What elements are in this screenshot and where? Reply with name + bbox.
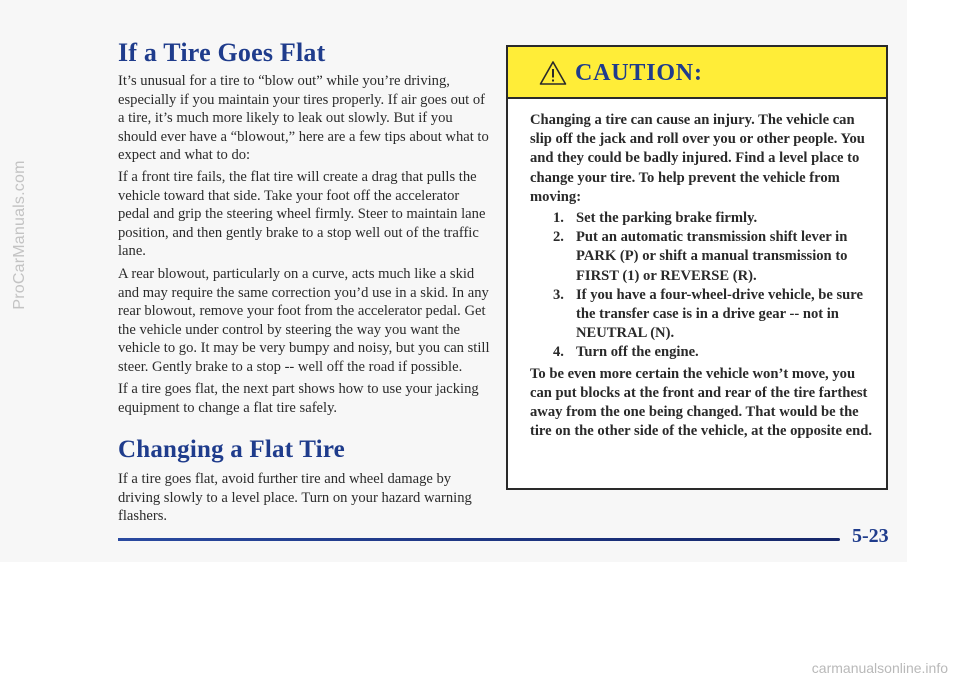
step-text: Turn off the engine. <box>576 344 699 361</box>
caution-box <box>506 45 888 490</box>
caution-steps <box>530 209 878 363</box>
paragraph: If a tire goes flat, avoid further tire and wheel damage by driving slowly to a level place. Turn on your hazard warning flashers. <box>118 471 472 525</box>
caution-body <box>530 111 878 441</box>
section-heading: If a Tire Goes Flat <box>118 38 326 67</box>
caution-header <box>508 47 886 99</box>
step-number: 4. <box>553 344 564 361</box>
paragraph: It’s unusual for a tire to “blow out” while you’re driving, especially if you maintain your tires properly. If air goes out of a tire, it’s much more likely to leak out slowly. But if you should ever have a “blowout,” here are a few tips about what to expect and what to do: <box>118 73 489 164</box>
step-text: If you have a four-wheel-drive vehicle, be sure the transfer case is in a drive gear -- not in NEUTRAL (N). <box>576 286 863 342</box>
footer-rule <box>118 538 840 541</box>
step-number: 3. <box>553 286 564 303</box>
step-number: 1. <box>553 210 564 227</box>
step-text: Put an automatic transmission shift lever in PARK (P) or shift a manual transmission to FIRST (1) or REVERSE (R). <box>576 229 848 284</box>
paragraph: If a tire goes flat, the next part shows how to use your jacking equipment to change a flat tire safely. <box>118 381 479 416</box>
subsection-heading: Changing a Flat Tire <box>118 436 345 463</box>
caution-intro: Changing a tire can cause an injury. The vehicle can slip off the jack and roll over you or other people. You and they could be badly injured. Find a level place to change your tire. To help prevent the vehicle from moving: <box>530 112 865 205</box>
footer-watermark: carmanualsonline.info <box>811 660 948 676</box>
side-watermark: ProCarManuals.com <box>11 160 28 310</box>
paragraph: A rear blowout, particularly on a curve, acts much like a skid and may require the same correction you’d use in a skid. In any rear blowout, remove your foot from the accelerator pedal. Get the vehicle under control by steering the way you want the vehicle to go. It may be very bumpy and noisy, but you can still steer. Gently brake to a stop -- well off the road if possible. <box>118 266 490 375</box>
page-number: 5-23 <box>852 525 889 547</box>
warning-triangle-icon <box>539 60 567 86</box>
caution-outro: To be even more certain the vehicle won’t move, you can put blocks at the front and rear of the tire farthest away from the one being changed. That would be the tire on the other side of the vehicle, at the opposite end. <box>530 365 872 440</box>
caution-title: CAUTION: <box>575 60 703 86</box>
caution-step <box>530 286 878 344</box>
caution-step <box>530 228 878 286</box>
step-text: Set the parking brake firmly. <box>576 210 758 227</box>
paragraph: If a front tire fails, the flat tire will create a drag that pulls the vehicle toward that side. Take your foot off the accelerator pedal and grip the steering wheel firmly. Steer to maintain lane position, and then gently brake to a stop well out of the traffic lane. <box>118 169 486 260</box>
step-number: 2. <box>553 229 564 246</box>
caution-step <box>530 343 878 362</box>
caution-step <box>530 209 878 228</box>
